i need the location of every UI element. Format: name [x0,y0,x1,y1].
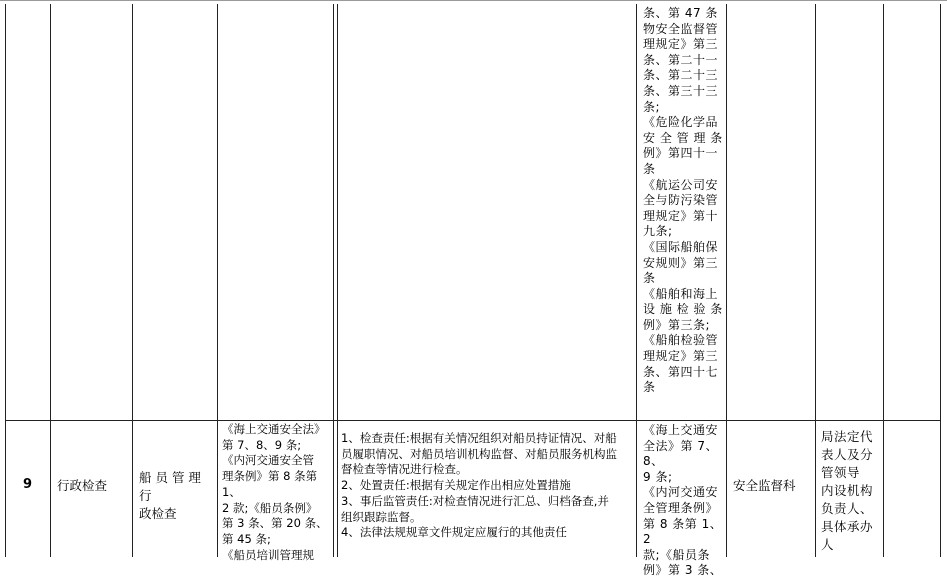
basis-line: 条、第二十三 [643,68,719,83]
basis-line: 安 全 管 理 条 [643,130,723,145]
basis-line: 《船舶和海上 [643,286,719,301]
item-name-cell [139,469,217,523]
basis-line: 条 [643,161,656,176]
legal-basis-line: 理条例》第 8 条第 1、 [222,469,318,499]
basis-line: 条、第二十一 [643,52,719,67]
accountability-basis-cell [643,423,727,578]
responsible-line: 内设机构 [821,483,874,498]
column-divider [636,4,637,557]
basis-line: 全与防污染管 [643,193,719,208]
basis-line: 《危险化学品 [643,115,719,130]
accountability-basis-line: 例》第 3 条、 [643,563,723,578]
column-divider [883,4,884,557]
basis-line: 例》第四十一 [643,146,719,161]
basis-line: 《航运公司安 [643,177,719,192]
basis-line: 例》第三条; [643,317,711,332]
basis-line: 条; [643,99,661,114]
legal-basis-line: 第 3 条、第 20 条、 [222,516,328,531]
responsible-line: 具体承办 [821,519,874,534]
basis-line: 条、第四十七 [643,364,719,379]
responsible-line: 局法定代 [821,429,874,444]
row-number: 9 [22,477,33,492]
row-divider [5,420,941,421]
legal-basis-line: 《船员培训管理规 [222,547,314,562]
responsibility-line: 4、法律法规规章文件规定应履行的其他责任 [341,525,567,540]
accountability-basis-line: 全法》第 7、8、 [643,438,718,469]
table-border-right [940,4,941,557]
column-divider [132,4,133,557]
responsibility-line: 2、处置责任:根据有关规定作出相应处置措施 [341,478,571,493]
accountability-basis-line: 第 8 条第 1、2 [643,516,723,547]
department-cell: 安全监督科 [733,478,796,493]
basis-line: 理规定》第三 [643,37,719,52]
basis-line: 条、第 47 条 [643,6,718,20]
basis-line: 条 [643,271,656,286]
responsibility-line: 组织跟踪监督。 [341,509,422,524]
table-border-left [5,4,6,557]
responsible-line: 人 [821,537,835,552]
responsible-person-cell [821,428,883,557]
legal-basis-line: 第 45 条; [222,531,271,546]
column-divider [50,4,51,557]
accountability-basis-line: 9 条; [643,469,673,484]
basis-line: 九条; [643,224,673,239]
item-line: 船 员 管 理 行 [139,470,201,503]
item-line: 政检查 [139,506,177,521]
accountability-basis-line: 《海上交通安 [643,423,719,437]
page-top-rule [0,0,947,5]
basis-line: 物安全监督管 [643,21,719,36]
responsible-line: 负责人、 [821,501,874,516]
basis-line: 安规则》第三 [643,255,719,270]
legal-basis-line: 《内河交通安全管 [222,453,314,468]
responsibility-cell [341,431,635,557]
column-divider [217,4,218,557]
accountability-basis-line: 《内河交通安 [643,485,719,500]
responsible-line: 管领导 [821,465,861,480]
legal-basis-cell [222,422,333,562]
basis-line: 条、第三十三 [643,83,719,98]
top-row-accountability-basis [643,6,727,418]
basis-line: 条 [643,380,656,395]
accountability-basis-line: 全管理条例》 [643,500,719,515]
legal-basis-line: 第 7、8、9 条; [222,437,302,452]
basis-line: 理规定》第三 [643,349,719,364]
responsibility-line: 1、检查责任:根据有关情况组织对船员持证情况、对船 [341,431,617,445]
column-divider [815,4,816,557]
legal-basis-line: 2 款;《船员条例》 [222,500,318,515]
responsibility-line: 3、事后监管责任:对检查情况进行汇总、归档备查,并 [341,493,609,508]
responsibility-line: 员履职情况、对船员培训机构监督、对船员服务机构监 [341,446,617,461]
column-divider [333,4,334,557]
category-cell: 行政检查 [57,478,108,493]
basis-line: 《国际船舶保 [643,239,719,254]
responsibility-line: 督检查等情况进行检查。 [341,462,468,477]
responsible-line: 表人及分 [821,447,874,462]
basis-line: 《船舶检验管 [643,333,719,348]
legal-basis-line: 《海上交通安全法》 [222,422,326,436]
accountability-basis-line: 款;《船员条 [643,547,711,562]
basis-line: 设 施 检 验 条 [643,302,723,317]
column-divider [337,4,338,557]
basis-line: 理规定》第十 [643,208,719,223]
